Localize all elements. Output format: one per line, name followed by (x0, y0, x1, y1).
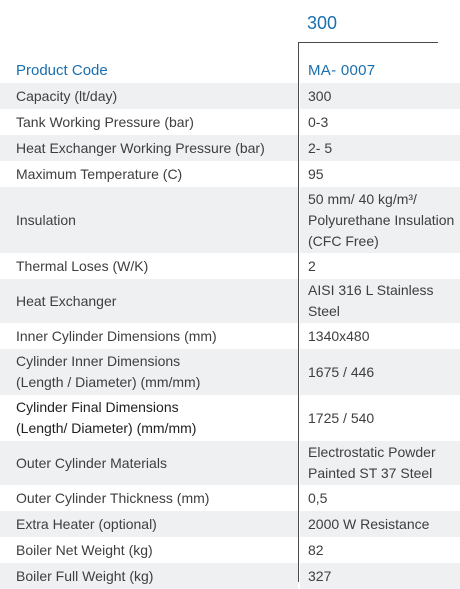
row-value: 1725 / 540 (308, 409, 375, 426)
value-line: Polyurethane Insulation (308, 211, 455, 228)
table-row-heat-exchanger (0, 279, 460, 323)
row-label: Outer Cylinder Materials (16, 454, 167, 471)
value-line: Painted ST 37 Steel (308, 465, 433, 481)
row-value: 2 (308, 257, 316, 274)
row-value: 0-3 (308, 113, 329, 130)
row-value (308, 441, 460, 485)
row-label: Tank Working Pressure (bar) (16, 113, 194, 130)
label-line: (Length/ Diameter) (mm/mm) (16, 420, 197, 436)
row-value: 82 (308, 541, 324, 558)
row-value: MA- 0007 (308, 61, 376, 79)
column-divider-top (298, 42, 438, 43)
row-label: Product Code (16, 61, 108, 79)
table-row-outer-cylinder-materials (0, 441, 460, 485)
row-value (308, 187, 460, 253)
table-row-outer-cylinder-thickness (0, 485, 460, 511)
row-label: Inner Cylinder Dimensions (mm) (16, 327, 217, 344)
table-row-full-weight (0, 563, 460, 589)
row-label: Boiler Net Weight (kg) (16, 541, 153, 558)
table-row-tank-pressure (0, 109, 460, 135)
table-row-cylinder-inner-dimensions (0, 349, 460, 395)
table-row-net-weight (0, 537, 460, 563)
row-label: Thermal Loses (W/K) (16, 257, 149, 274)
table-row-max-temperature (0, 161, 460, 187)
table-row-extra-heater (0, 511, 460, 537)
column-divider (298, 42, 299, 582)
row-label: Capacity (lt/day) (16, 87, 118, 104)
row-label (16, 395, 294, 441)
label-line: (Length / Diameter) (mm/mm) (16, 374, 201, 390)
row-value: 327 (308, 567, 332, 584)
row-value: 0,5 (308, 489, 328, 506)
row-value: 2000 W Resistance (308, 515, 430, 532)
label-line: Cylinder Final Dimensions (16, 399, 179, 415)
row-value: 1340x480 (308, 327, 370, 344)
row-label: Heat Exchanger (16, 292, 117, 309)
table-row-heat-exchanger-pressure (0, 135, 460, 161)
row-label: Outer Cylinder Thickness (mm) (16, 489, 210, 506)
table-row-cylinder-final-dimensions (0, 395, 460, 441)
value-line: 50 mm/ 40 kg/m³/ (308, 190, 417, 207)
table-row-insulation (0, 187, 460, 253)
table-row-thermal-loses (0, 253, 460, 279)
table-row-product-code (0, 57, 460, 83)
spec-table (0, 57, 460, 589)
row-label: Maximum Temperature (C) (16, 165, 183, 182)
row-label: Boiler Full Weight (kg) (16, 567, 154, 584)
row-value: 300 (308, 87, 332, 104)
row-label: Extra Heater (optional) (16, 515, 157, 532)
value-line: Steel (308, 303, 340, 319)
table-row-inner-cylinder (0, 323, 460, 349)
table-row-capacity (0, 83, 460, 109)
row-label: Insulation (16, 211, 76, 228)
row-value: 2- 5 (308, 139, 333, 156)
row-value (308, 279, 460, 323)
row-value: 95 (308, 165, 324, 182)
row-label (16, 349, 294, 395)
value-line: AISI 316 L Stainless (308, 282, 434, 298)
value-line: Electrostatic Powder (308, 444, 436, 460)
value-line: (CFC Free) (308, 232, 379, 249)
row-value: 1675 / 446 (308, 363, 375, 380)
column-title: 300 (307, 13, 338, 33)
row-label: Heat Exchanger Working Pressure (bar) (16, 139, 265, 156)
label-line: Cylinder Inner Dimensions (16, 353, 181, 369)
